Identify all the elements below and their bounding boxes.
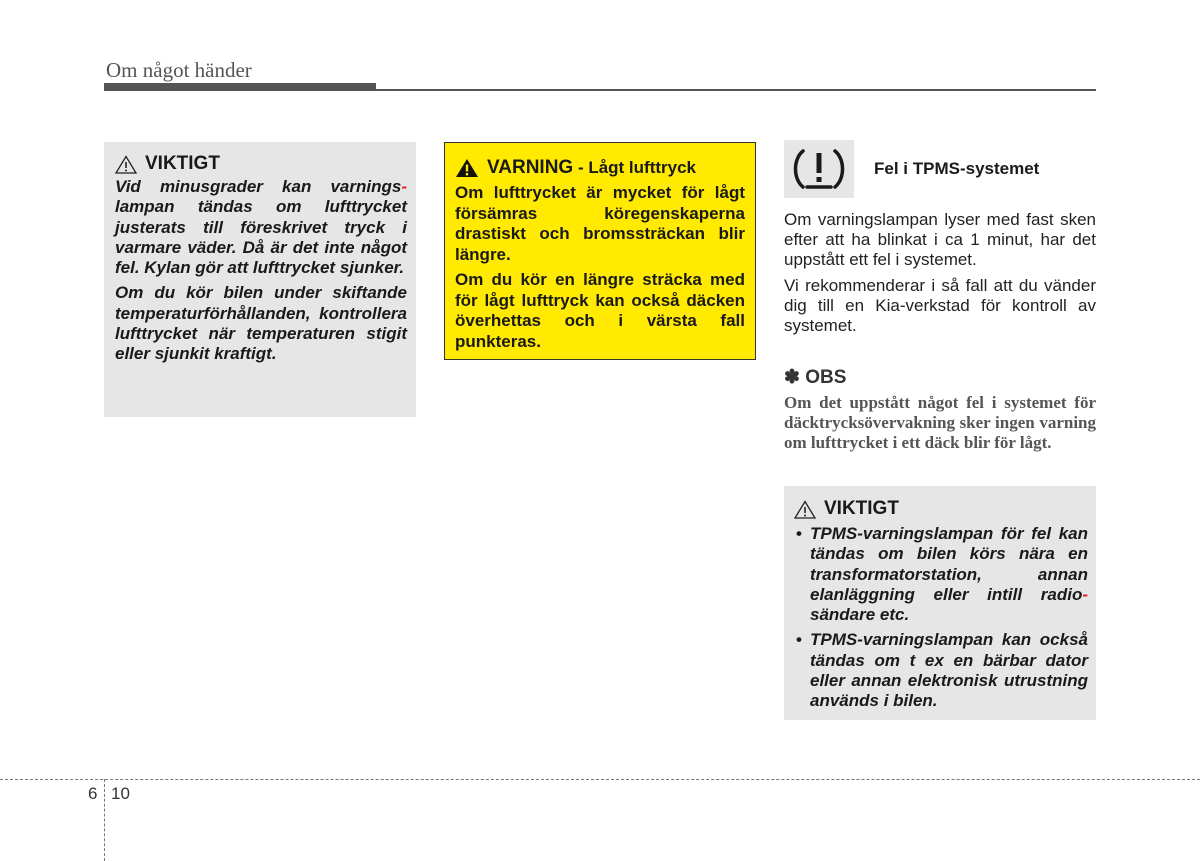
obs-text: Om det uppstått något fel i systemet för däcktrycksövervakning sker ingen varning om lufttrycket i ett däck blir för lågt. [784, 393, 1096, 452]
viktigt-right-heading [794, 498, 1088, 520]
warning-paragraph-1: Om lufttrycket är mycket för lågt försämras köregenskaperna drastiskt och bromssträckan blir längre. [455, 183, 745, 264]
list-item [794, 524, 1088, 625]
bullet-marker: • [796, 630, 802, 650]
viktigt-paragraph-1 [115, 177, 407, 278]
warning-heading [455, 157, 745, 179]
page-header-title: Om något händer [106, 58, 252, 82]
obs-title: ✽ OBS [784, 367, 847, 388]
viktigt-box-right [784, 486, 1096, 720]
viktigt-box-left [104, 142, 416, 417]
warning-subtitle: - Lågt lufttryck [573, 158, 697, 177]
footer-dashed-divider [104, 779, 105, 861]
warning-box [444, 142, 756, 360]
list-item [794, 630, 1088, 711]
warning-title: VARNING [487, 157, 574, 178]
tpms-section [784, 140, 1096, 453]
caution-triangle-icon [794, 500, 816, 519]
bullet-1-end: sändare etc. [810, 605, 910, 625]
viktigt-p1-end: lampan tändas om lufttrycket justerats till föreskrivet tryck i varmare väder. Då är det inte något fel. Kylan gör att lufttrycket sjunker. [115, 197, 407, 278]
viktigt-title: VIKTIGT [145, 153, 220, 174]
bullet-1-start: TPMS-varningslampan för fel kan tändas om bilen körs nära en transformatorstation, annan elanläggning eller intill radio [810, 524, 1088, 604]
viktigt-heading [115, 153, 407, 175]
page-number: 10 [111, 784, 130, 803]
hyphen-mark: - [401, 177, 407, 196]
tpms-heading-row [784, 140, 1096, 198]
bullet-marker: • [796, 524, 802, 543]
tpms-paragraph-1: Om varningslampan lyser med fast sken efter att ha blinkat i ca 1 minut, har det uppstått ett fel i systemet. [784, 210, 1096, 269]
tpms-warning-icon [791, 145, 847, 193]
viktigt-p1-start: Vid minusgrader kan varnings [115, 177, 402, 196]
viktigt-paragraph-2: Om du kör bilen under skiftande temperaturförhållanden, kontrollera lufttrycket när temperaturen stigit eller sjunkit kraftigt. [115, 283, 407, 364]
chapter-number: 6 [88, 784, 98, 803]
tpms-heading: Fel i TPMS-systemet [874, 159, 1040, 178]
tpms-paragraph-2: Vi rekommenderar i så fall att du vänder dig till en Kia-verkstad för kontroll av systemet. [784, 276, 1096, 335]
hyphen-mark: - [1082, 584, 1088, 604]
tpms-icon-box [784, 140, 854, 198]
warning-paragraph-2: Om du kör en längre sträcka med för lågt lufttryck kan också däcken överhettas och i värsta fall punkteras. [455, 270, 745, 351]
header-rule-thin [104, 89, 1096, 91]
caution-triangle-icon [115, 155, 137, 174]
bullet-2-text: TPMS-varningslampan kan också tändas om t ex en bärbar dator eller annan elektronisk utrustning används i bilen. [810, 630, 1088, 711]
warning-triangle-icon [455, 158, 479, 178]
viktigt-right-list [794, 524, 1088, 712]
viktigt-right-title: VIKTIGT [824, 498, 899, 519]
footer-dashed-rule [0, 779, 1200, 780]
